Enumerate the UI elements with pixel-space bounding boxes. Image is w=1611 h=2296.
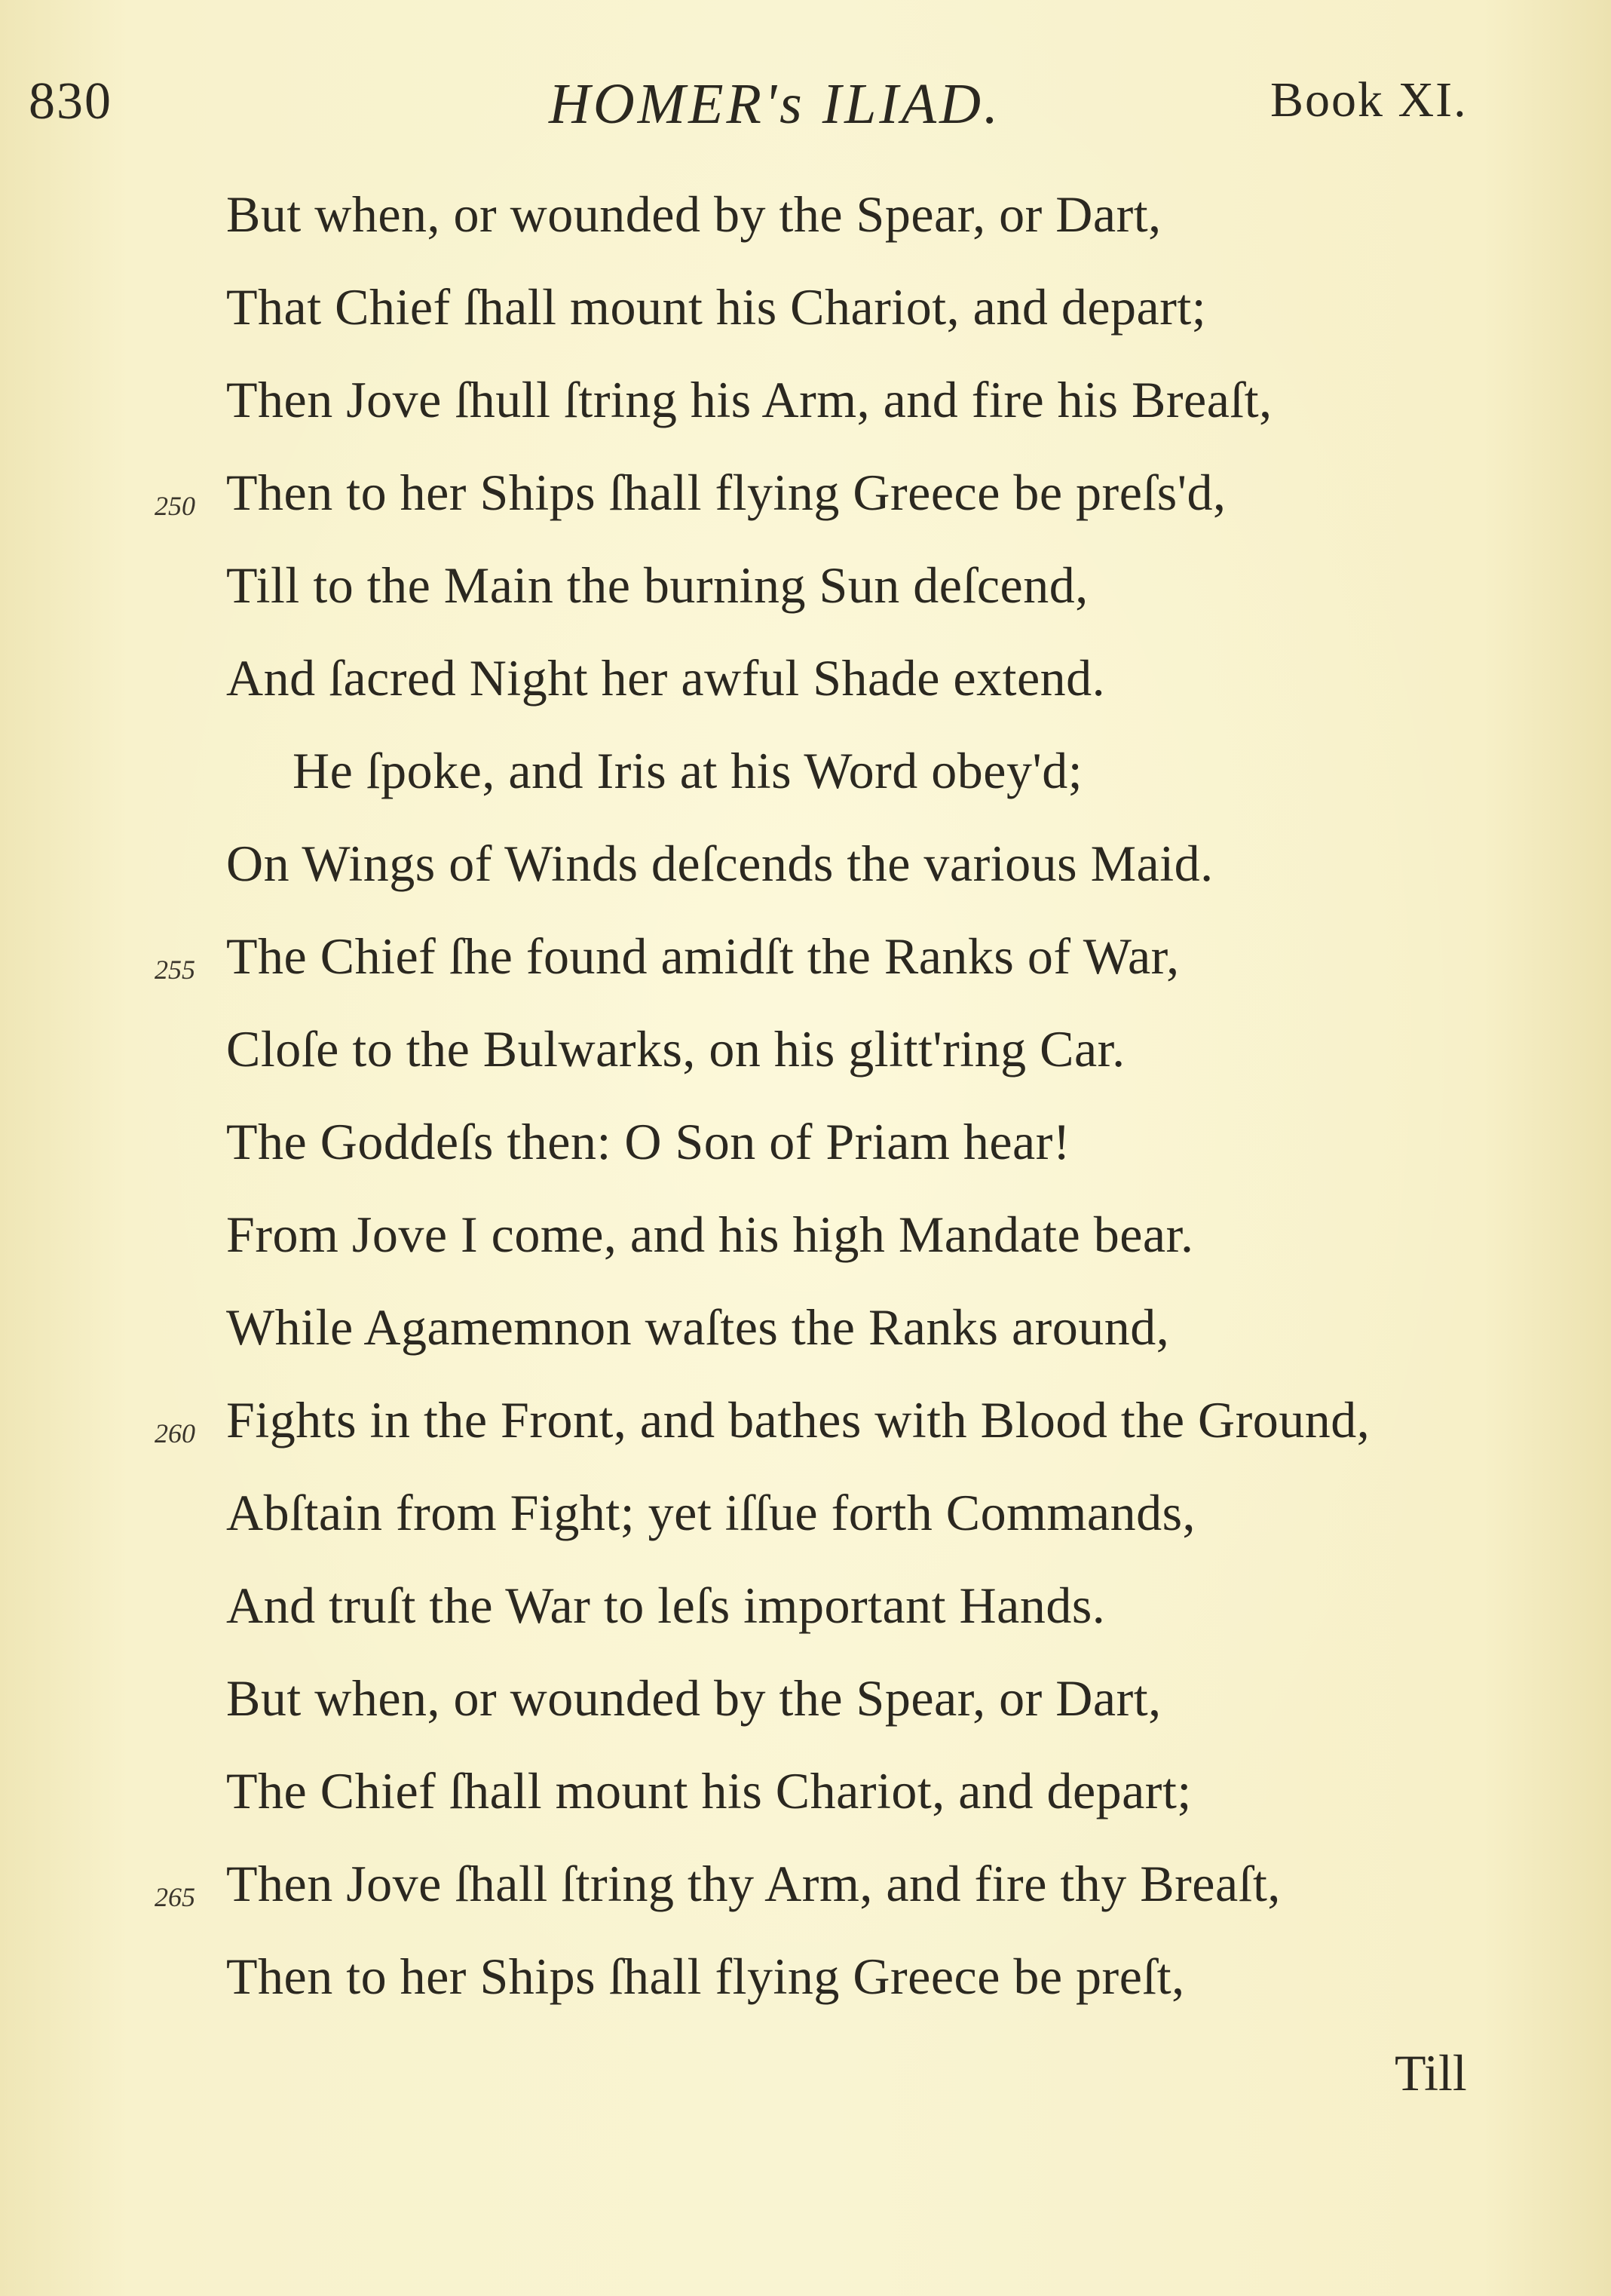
- verse-line: [0, 1112, 1611, 1180]
- verse-line: [0, 1576, 1611, 1644]
- line-text: Cloſe to the Bulwarks, on his glitt'ring Car.: [226, 1020, 1126, 1077]
- verse-line: [0, 1854, 1611, 1922]
- line-number: 265: [155, 1882, 195, 1912]
- verse-line: [0, 834, 1611, 902]
- verse-line: [0, 1761, 1611, 1829]
- verse-line: [0, 1669, 1611, 1737]
- line-text: The Goddeſs then: O Son of Priam hear!: [226, 1113, 1070, 1170]
- verse-line: [0, 1298, 1611, 1366]
- line-text: And ſacred Night her awful Shade extend.: [226, 649, 1106, 707]
- verse-line: [0, 277, 1611, 345]
- line-text: But when, or wounded by the Spear, or Dart,: [226, 1669, 1162, 1727]
- line-text: Abſtain from Fight; yet iſſue forth Commands,: [226, 1484, 1196, 1541]
- verse-line: [0, 648, 1611, 716]
- running-head: [0, 72, 1611, 139]
- line-text: And truſt the War to leſs important Hands.: [226, 1577, 1106, 1634]
- line-number: 260: [155, 1418, 195, 1448]
- line-number: 255: [155, 955, 195, 985]
- line-text: On Wings of Winds deſcends the various Maid.: [226, 835, 1214, 892]
- book-title: HOMER's ILIAD.: [549, 72, 1001, 136]
- line-text: Then to her Ships ſhall flying Greece be preſs'd,: [226, 464, 1227, 521]
- verse-line: [0, 741, 1611, 809]
- line-text: The Chief ſhe found amidſt the Ranks of War,: [226, 927, 1180, 985]
- line-text: He ſpoke, and Iris at his Word obey'd;: [292, 742, 1083, 799]
- line-text: The Chief ſhall mount his Chariot, and depart;: [226, 1762, 1192, 1819]
- line-text: That Chief ſhall mount his Chariot, and depart;: [226, 278, 1207, 336]
- line-text: But when, or wounded by the Spear, or Dart,: [226, 185, 1162, 243]
- verse-line: [0, 556, 1611, 624]
- verse-line: [0, 185, 1611, 253]
- line-text: From Jove I come, and his high Mandate bear.: [226, 1206, 1194, 1263]
- verse-line: [0, 1205, 1611, 1273]
- line-text: Till to the Main the burning Sun deſcend,: [226, 556, 1089, 614]
- verse-line: [0, 927, 1611, 995]
- line-text: Then Jove ſhull ſtring his Arm, and fire his Breaſt,: [226, 371, 1273, 428]
- book-section: Book XI.: [1270, 72, 1468, 127]
- catchword: Till: [1395, 2044, 1467, 2101]
- verse-line: [0, 463, 1611, 531]
- line-text: Then to her Ships ſhall flying Greece be preſt,: [226, 1948, 1185, 2005]
- line-text: Then Jove ſhall ſtring thy Arm, and fire thy Breaſt,: [226, 1855, 1281, 1912]
- line-text: Fights in the Front, and bathes with Blood the Ground,: [226, 1391, 1371, 1448]
- verse-line: [0, 1019, 1611, 1087]
- line-number: 250: [155, 491, 195, 521]
- verse-line: [0, 1947, 1611, 2015]
- verse-line: [0, 370, 1611, 438]
- line-text: While Agamemnon waſtes the Ranks around,: [226, 1298, 1170, 1356]
- verse-line: [0, 1483, 1611, 1551]
- page-number: 830: [29, 72, 112, 130]
- verse-line: [0, 1390, 1611, 1458]
